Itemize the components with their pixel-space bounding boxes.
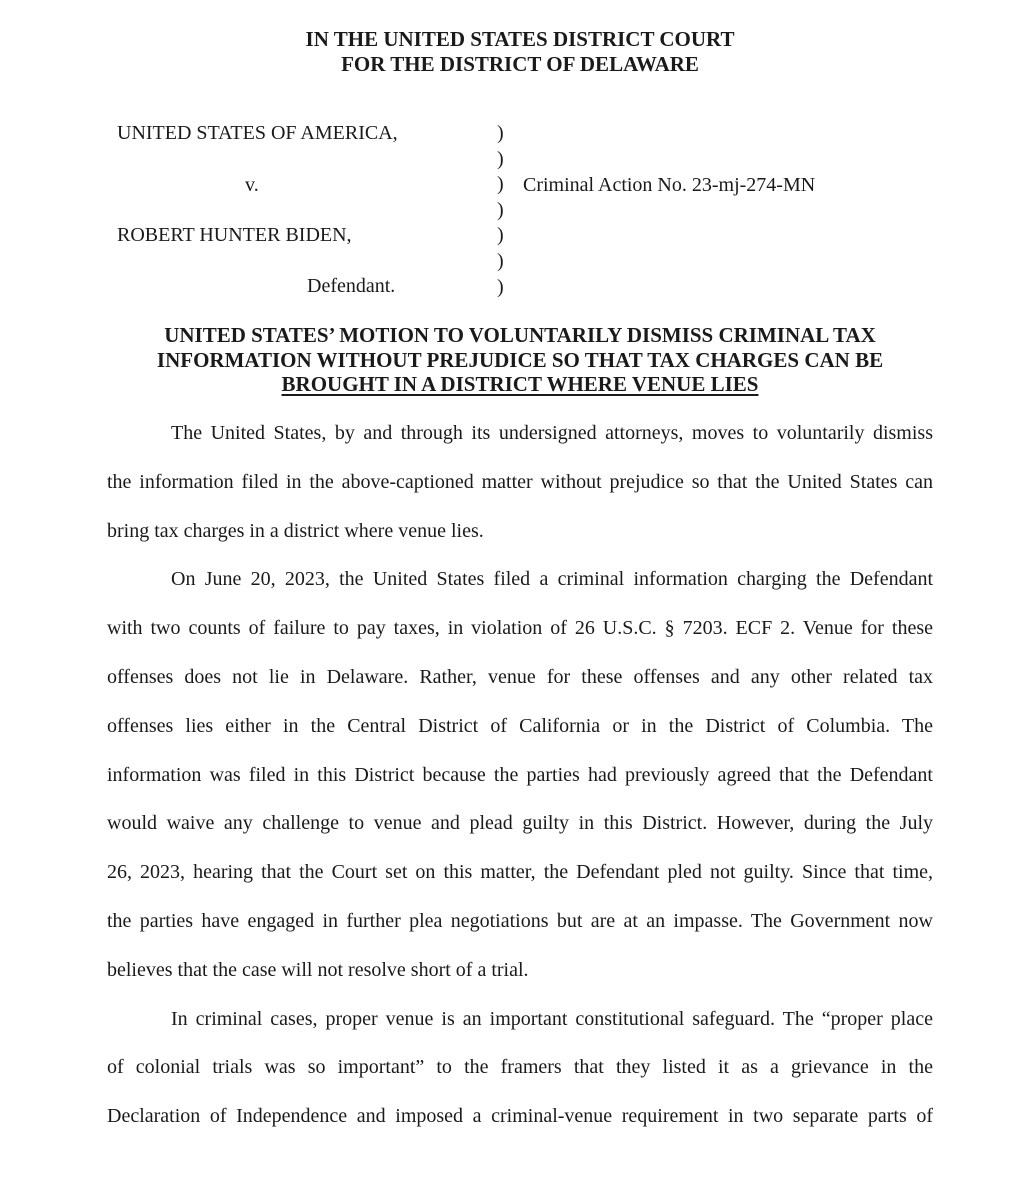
motion-body	[107, 409, 933, 1141]
body-line: bring tax charges in a district where venue lies.	[107, 519, 484, 542]
body-line: offenses lies either in the Central District of California or in the District of Columbia. The	[107, 714, 933, 737]
caption-paren: )	[497, 249, 504, 272]
body-line: 26, 2023, hearing that the Court set on this matter, the Defendant pled not guilty. Since that time,	[107, 861, 933, 884]
caption-paren: )	[497, 275, 504, 298]
caption-paren: )	[497, 122, 504, 144]
caption-parentheses	[497, 121, 504, 300]
body-line: In criminal cases, proper venue is an important constitutional safeguard. The “proper place	[171, 1007, 933, 1030]
body-line: information was filed in this District because the parties had previously agreed that the Defendant	[107, 763, 933, 786]
body-line: the parties have engaged in further plea negotiations but are at an impasse. The Government now	[107, 909, 933, 932]
versus-label: v.	[245, 174, 259, 196]
motion-title-line: UNITED STATES’ MOTION TO VOLUNTARILY DISMISS CRIMINAL TAX	[164, 323, 876, 347]
caption-paren: )	[497, 224, 504, 247]
plaintiff-name: UNITED STATES OF AMERICA,	[117, 122, 398, 144]
court-district: FOR THE DISTRICT OF DELAWARE	[341, 52, 699, 76]
motion-title-underlined: BROUGHT IN A DISTRICT WHERE VENUE LIES	[281, 372, 759, 396]
defendant-label: Defendant.	[307, 275, 396, 297]
body-line: The United States, by and through its undersigned attorneys, moves to voluntarily dismiss	[171, 422, 933, 444]
body-line: would waive any challenge to venue and plead guilty in this District. However, during the July	[107, 812, 933, 835]
body-line: of colonial trials was so important” to the framers that they listed it as a grievance in the	[107, 1056, 933, 1079]
defendant-name: ROBERT HUNTER BIDEN,	[117, 224, 352, 246]
paragraph-3	[107, 995, 933, 1141]
caption-paren: )	[497, 198, 504, 221]
motion-title-line	[0, 372, 1035, 397]
caption-paren: )	[497, 147, 504, 170]
paragraph-1	[107, 409, 933, 555]
case-number: Criminal Action No. 23-mj-274-MN	[523, 174, 816, 196]
body-line: believes that the case will not resolve short of a trial.	[107, 958, 529, 981]
caption-paren: )	[497, 173, 504, 196]
case-caption	[0, 0, 1035, 310]
paragraph-2	[107, 555, 933, 994]
body-line: with two counts of failure to pay taxes, in violation of 26 U.S.C. § 7203. ECF 2. Venue for these	[107, 617, 933, 640]
body-line: Declaration of Independence and imposed a criminal-venue requirement in two separate parts of	[107, 1105, 933, 1128]
body-line: the information filed in the above-captioned matter without prejudice so that the United States can	[107, 470, 933, 493]
motion-title-line: INFORMATION WITHOUT PREJUDICE SO THAT TAX CHARGES CAN BE	[156, 347, 884, 372]
motion-title	[0, 323, 1035, 397]
body-line: offenses does not lie in Delaware. Rather, venue for these offenses and any other related tax	[107, 665, 933, 688]
body-line: On June 20, 2023, the United States filed a criminal information charging the Defendant	[171, 568, 933, 591]
court-name: IN THE UNITED STATES DISTRICT COURT	[305, 27, 735, 51]
